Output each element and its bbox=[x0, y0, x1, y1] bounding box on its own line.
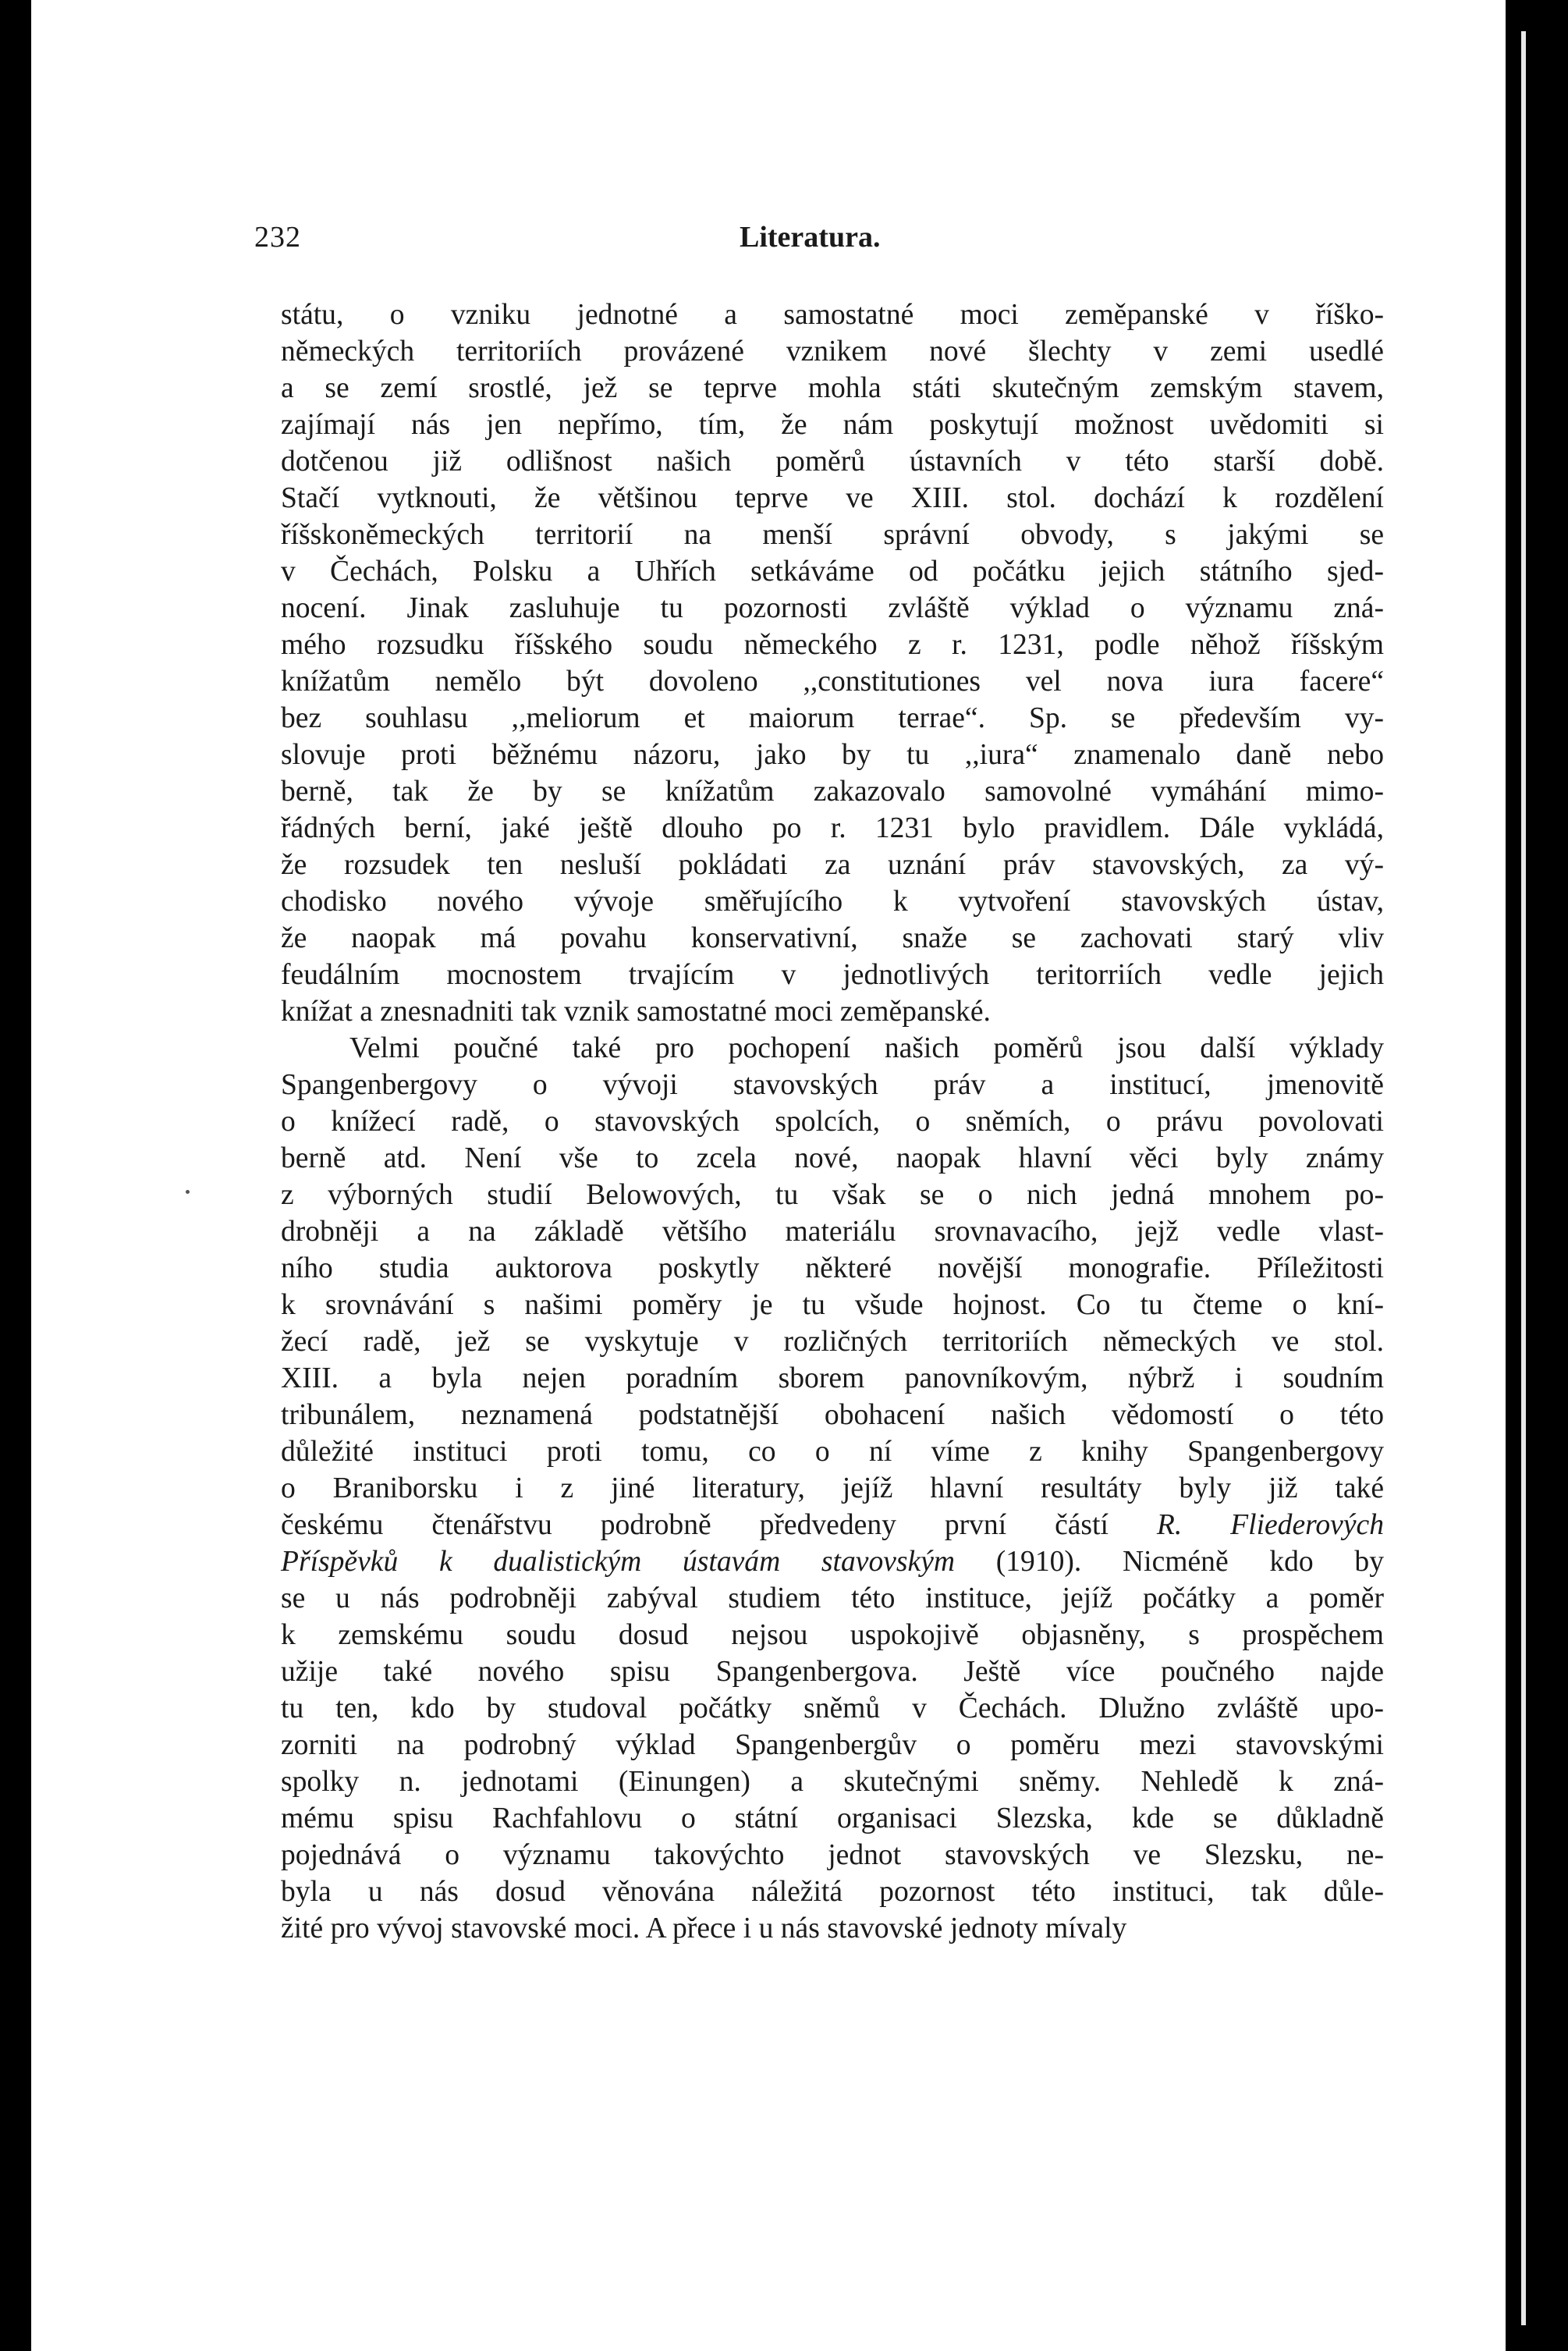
text-line: a se zemí srostlé, jež se teprve mohla státi skutečným zemským stavem, bbox=[281, 372, 1384, 404]
text-line: slovuje proti běžnému názoru, jako by tu ,,iura“ znamenalo daně nebo bbox=[281, 739, 1384, 771]
text-segment: českému čtenářstvu podrobně předvedeny první částí bbox=[281, 1509, 1109, 1541]
text-line: Velmi poučné také pro pochopení našich poměrů jsou další výklady bbox=[349, 1032, 1384, 1064]
page-edge bbox=[1521, 31, 1526, 2325]
text-line: žecí radě, jež se vyskytuje v rozličných territoriích německých ve stol. bbox=[281, 1326, 1384, 1358]
text-line: Stačí vytknouti, že většinou teprve ve XIII. stol. dochází k rozdělení bbox=[281, 482, 1384, 514]
text-line: dotčenou již odlišnost našich poměrů ústavních v této starší době. bbox=[281, 446, 1384, 478]
text-line: o knížecí radě, o stavovských spolcích, o sněmích, o právu povolovati bbox=[281, 1106, 1384, 1138]
italic-title: Příspěvků k dualistickým ústavám stavovským bbox=[281, 1546, 956, 1578]
text-line: Spangenbergovy o vývoji stavovských práv a institucí, jmenovitě bbox=[281, 1069, 1384, 1101]
text-line: státu, o vzniku jednotné a samostatné moci zeměpanské v říško- bbox=[281, 299, 1384, 331]
text-line: spolky n. jednotami (Einungen) a skutečnými sněmy. Nehledě k zná- bbox=[281, 1766, 1384, 1798]
body-text bbox=[281, 297, 1384, 1947]
text-line: tribunálem, neznamená podstatnější obohacení našich vědomostí o této bbox=[281, 1399, 1384, 1431]
page-header bbox=[254, 220, 1378, 267]
text-line: knížat a znesnadniti tak vznik samostatné moci zeměpanské. bbox=[281, 996, 991, 1028]
text-line: bez souhlasu ,,meliorum et maiorum terrae“. Sp. se především vy- bbox=[281, 702, 1384, 734]
text-line: z výborných studií Belowových, tu však se o nich jedná mnohem po- bbox=[281, 1179, 1384, 1211]
text-line: řádných berní, jaké ještě dlouho po r. 1231 bylo pravidlem. Dále vykládá, bbox=[281, 812, 1384, 844]
running-title: Literatura. bbox=[740, 221, 881, 254]
text-line: zorniti na podrobný výklad Spangenbergův o poměru mezi stavovskými bbox=[281, 1729, 1384, 1761]
text-line: říšskoněmeckých territorií na menší správní obvody, s jakými se bbox=[281, 519, 1384, 551]
text-line: berně atd. Není vše to zcela nové, naopak hlavní věci byly známy bbox=[281, 1142, 1384, 1174]
text-line: užije také nového spisu Spangenbergova. Ještě více poučného najde bbox=[281, 1656, 1384, 1688]
text-line: tu ten, kdo by studoval počátky sněmů v Čechách. Dlužno zvláště upo- bbox=[281, 1692, 1384, 1724]
text-line: knížatům nemělo být dovoleno ,,constitutiones vel nova iura facere“ bbox=[281, 666, 1384, 698]
text-line: chodisko nového vývoje směřujícího k vytvoření stavovských ústav, bbox=[281, 886, 1384, 918]
text-line: ního studia auktorova poskytly některé novější monografie. Příležitosti bbox=[281, 1252, 1384, 1284]
text-line: se u nás podrobněji zabýval studiem této instituce, jejíž počátky a poměr bbox=[281, 1582, 1384, 1614]
margin-mark bbox=[186, 1190, 190, 1194]
text-line: k srovnávání s našimi poměry je tu všude hojnost. Co tu čteme o kní- bbox=[281, 1289, 1384, 1321]
text-line: drobněji a na základě většího materiálu srovnavacího, jejž vedle vlast- bbox=[281, 1216, 1384, 1248]
text-segment: (1910). Nicméně kdo by bbox=[995, 1546, 1384, 1578]
text-line: XIII. a byla nejen poradním sborem panovníkovým, nýbrž i soudním bbox=[281, 1362, 1384, 1394]
text-line: o Braniborsku i z jiné literatury, jejíž hlavní resultáty byly již také bbox=[281, 1472, 1384, 1504]
italic-author: R. Fliederových bbox=[1156, 1509, 1384, 1541]
text-line: berně, tak že by se knížatům zakazovalo samovolné vymáhání mimo- bbox=[281, 776, 1384, 808]
text-line-with-italic bbox=[281, 1507, 1384, 1543]
text-line: že naopak má povahu konservativní, snaže se zachovati starý vliv bbox=[281, 922, 1384, 954]
text-line: mého rozsudku říšského soudu německého z r. 1231, podle něhož říšským bbox=[281, 629, 1384, 661]
text-line: mému spisu Rachfahlovu o státní organisaci Slezska, kde se důkladně bbox=[281, 1802, 1384, 1834]
text-line: zajímají nás jen nepřímo, tím, že nám poskytují možnost uvědomiti si bbox=[281, 409, 1384, 441]
text-line: v Čechách, Polsku a Uhřích setkáváme od počátku jejich státního sjed- bbox=[281, 556, 1384, 588]
text-line: feudálním mocnostem trvajícím v jednotlivých teritorriích vedle jejich bbox=[281, 959, 1384, 991]
text-line-with-italic bbox=[281, 1543, 1384, 1580]
page-number: 232 bbox=[254, 221, 301, 254]
text-line: žité pro vývoj stavovské moci. A přece i u nás stavovské jednoty mívaly bbox=[281, 1912, 1127, 1944]
text-line: že rozsudek ten nesluší pokládati za uznání práv stavovských, za vý- bbox=[281, 849, 1384, 881]
text-line: k zemskému soudu dosud nejsou uspokojivě objasněny, s prospěchem bbox=[281, 1619, 1384, 1651]
text-line: nocení. Jinak zasluhuje tu pozornosti zvláště výklad o významu zná- bbox=[281, 592, 1384, 624]
text-line: důležité instituci proti tomu, co o ní víme z knihy Spangenbergovy bbox=[281, 1436, 1384, 1468]
text-line: německých territoriích provázené vznikem nové šlechty v zemi usedlé bbox=[281, 336, 1384, 368]
text-line: byla u nás dosud věnována náležitá pozornost této instituci, tak důle- bbox=[281, 1876, 1384, 1908]
text-line: pojednává o významu takovýchto jednot stavovských ve Slezsku, ne- bbox=[281, 1839, 1384, 1871]
